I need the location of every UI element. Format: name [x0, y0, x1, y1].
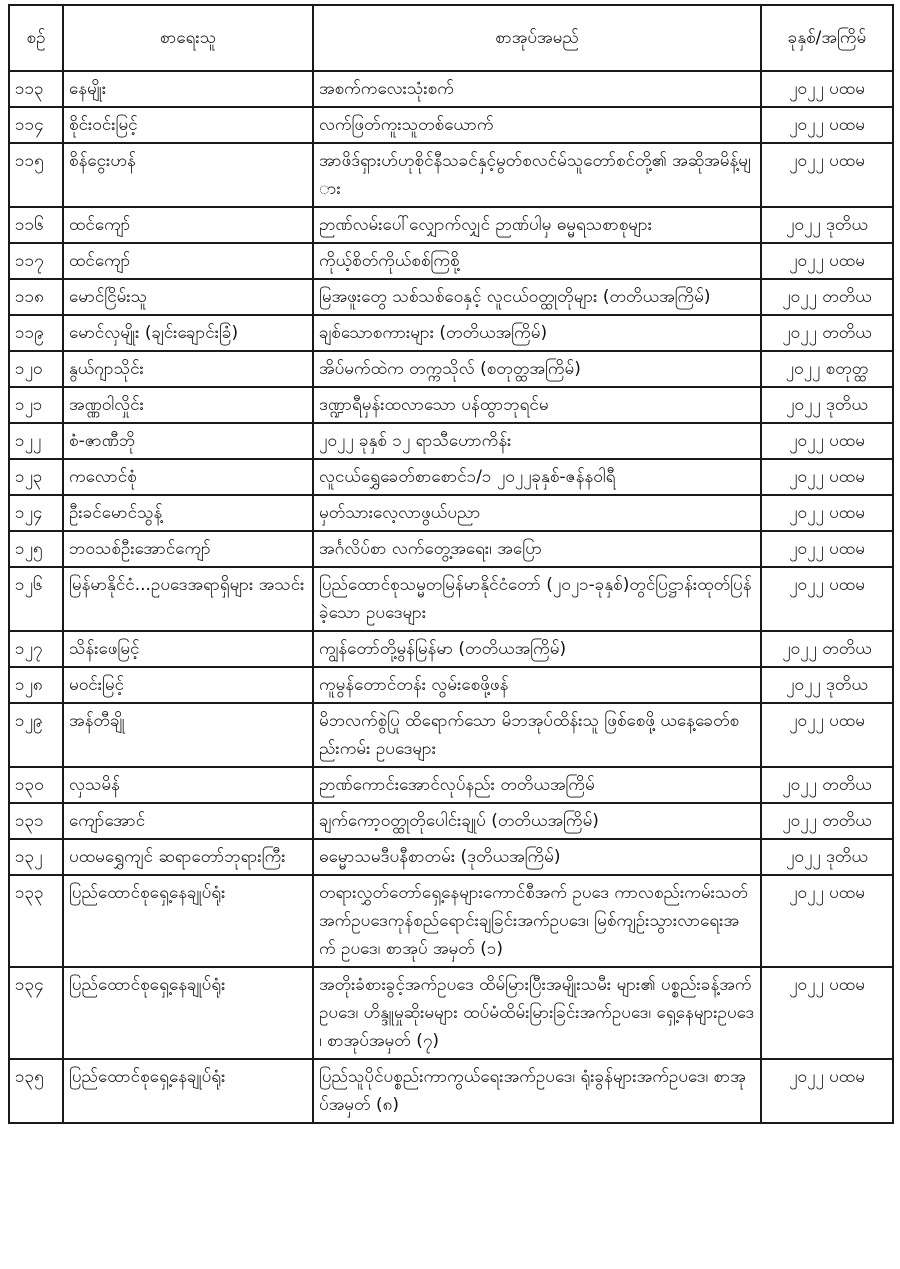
row-number-cell: ၁၁၈ — [9, 279, 63, 315]
row-number-cell: ၁၂၆ — [9, 567, 63, 631]
row-number-cell: ၁၂၂ — [9, 423, 63, 459]
author-cell: နွယ်ဂျာသိုင်း — [63, 351, 313, 387]
row-number-cell: ၁၂၃ — [9, 459, 63, 495]
author-cell: စံ-ဇာဏီဘို — [63, 423, 313, 459]
row-number-cell: ၁၂၇ — [9, 631, 63, 667]
author-cell: မောင်လှမျိုး (ချင်းချောင်းခြံ) — [63, 315, 313, 351]
table-row — [9, 71, 893, 107]
table-row — [9, 839, 893, 875]
edition-cell: ၂၀၂၂ ပထမ — [761, 1059, 893, 1123]
table-row — [9, 967, 893, 1059]
table-row — [9, 703, 893, 767]
table-row — [9, 667, 893, 703]
edition-cell: ၂၀၂၂ ပထမ — [761, 703, 893, 767]
table-row — [9, 207, 893, 243]
book-title-cell: ဒဏ္ဍာရီမှန်းထလာသော ပန်ထွာဘုရင်မ — [313, 387, 761, 423]
edition-cell: ၂၀၂၂ တတိယ — [761, 803, 893, 839]
book-title-cell: ကူမွန်တောင်တန်း လွမ်းစေဖို့ဖန် — [313, 667, 761, 703]
author-cell: ထင်ကျော် — [63, 243, 313, 279]
book-title-cell: ဉာဏ်လမ်းပေါ်လျှောက်လျှင် ဉာဏ်ပါမှ ဓမ္မရသစာစုများ — [313, 207, 761, 243]
author-cell: ပြည်ထောင်စုရှေ့နေချုပ်ရုံး — [63, 875, 313, 967]
header-edition: ခုနှစ်/အကြိမ် — [761, 5, 893, 71]
table-row — [9, 143, 893, 207]
table-row — [9, 531, 893, 567]
book-title-cell: လူငယ်ရွှေခေတ်စာစောင်၁/၁ ၂၀၂၂ခုနှစ်-ဇန်နဝါရီ — [313, 459, 761, 495]
author-cell: အန်တီချို — [63, 703, 313, 767]
author-cell: စိန်ငွေးဟန် — [63, 143, 313, 207]
book-title-cell: လက်ဖြတ်ကူးသူတစ်ယောက် — [313, 107, 761, 143]
row-number-cell: ၁၂၁ — [9, 387, 63, 423]
row-number-cell: ၁၃၃ — [9, 875, 63, 967]
row-number-cell: ၁၁၉ — [9, 315, 63, 351]
table-row — [9, 767, 893, 803]
book-title-cell: ပြည်သူပိုင်ပစ္စည်းကာကွယ်ရေးအက်ဥပဒေ၊ ရုံးခွန်များအက်ဥပဒေ၊ စာအုပ်အမှတ် (၈) — [313, 1059, 761, 1123]
edition-cell: ၂၀၂၂ ပထမ — [761, 423, 893, 459]
header-row — [9, 5, 893, 71]
book-title-cell: အိပ်မက်ထဲက တက္ကသိုလ် (စတုတ္ထအကြိမ်) — [313, 351, 761, 387]
header-author: စာရေးသူ — [63, 5, 313, 71]
book-title-cell: ကျွန်တော်တို့မွန်မြန်မာ (တတိယအကြိမ်) — [313, 631, 761, 667]
author-cell: ပြည်ထောင်စုရှေ့နေချုပ်ရုံး — [63, 1059, 313, 1123]
edition-cell: ၂၀၂၂ ပထမ — [761, 143, 893, 207]
edition-cell: ၂၀၂၂ တတိယ — [761, 315, 893, 351]
edition-cell: ၂၀၂၂ ဒုတိယ — [761, 839, 893, 875]
book-title-cell: ချစ်သောစကားများ (တတိယအကြိမ်) — [313, 315, 761, 351]
table-row — [9, 803, 893, 839]
author-cell: ကလောင်စုံ — [63, 459, 313, 495]
row-number-cell: ၁၃၅ — [9, 1059, 63, 1123]
author-cell: မဝင်းမြင့် — [63, 667, 313, 703]
edition-cell: ၂၀၂၂ ပထမ — [761, 459, 893, 495]
table-row — [9, 423, 893, 459]
edition-cell: ၂၀၂၂ ပထမ — [761, 107, 893, 143]
table-row — [9, 875, 893, 967]
table-row — [9, 1059, 893, 1123]
edition-cell: ၂၀၂၂ တတိယ — [761, 279, 893, 315]
row-number-cell: ၁၂၈ — [9, 667, 63, 703]
edition-cell: ၂၀၂၂ ပထမ — [761, 495, 893, 531]
book-title-cell: ကိုယ့်စိတ်ကိုယ်စစ်ကြစို့ — [313, 243, 761, 279]
book-title-cell: ချက်ကော့ဝတ္ထုတိုပေါင်းချုပ် (တတိယအကြိမ်) — [313, 803, 761, 839]
table-row — [9, 107, 893, 143]
row-number-cell: ၁၃၁ — [9, 803, 63, 839]
book-list-table — [8, 4, 894, 1124]
header-title: စာအုပ်အမည် — [313, 5, 761, 71]
edition-cell: ၂၀၂၂ ပထမ — [761, 243, 893, 279]
book-title-cell: တရားလွှတ်တော်ရှေ့နေများကောင်စီအက် ဥပဒေ ကာလစည်းကမ်းသတ်အက်ဥပဒေကုန်စည်ရောင်းချခြင်းအက်ဥပဒေ၊ မြစ်ကျဉ်းသွားလာရေးအက် ဥပဒေ၊ စာအုပ် အမှတ် (၁) — [313, 875, 761, 967]
table-row — [9, 387, 893, 423]
table-row — [9, 315, 893, 351]
row-number-cell: ၁၁၃ — [9, 71, 63, 107]
table-row — [9, 243, 893, 279]
table-header — [9, 5, 893, 71]
book-title-cell: အတိုးခံစားခွင့်အက်ဥပဒေ ထိမ်မြားပြီးအမျိုးသမီး များ၏ ပစ္စည်းခန့်အက်ဥပဒေ၊ ဟိန္ဒူမှုဆိုးမများ ထပ်မံထိမ်းမြားခြင်းအက်ဥပဒေ၊ ရှေ့နေများဥပဒေ၊ စာအုပ်အမှတ် (၇) — [313, 967, 761, 1059]
book-title-cell: မိဘလက်စွဲပြု ထိရောက်သော မိဘအုပ်ထိန်းသူ ဖြစ်စေဖို့ ယနေ့ခေတ်စည်းကမ်း ဥပဒေများ — [313, 703, 761, 767]
row-number-cell: ၁၂၄ — [9, 495, 63, 531]
edition-cell: ၂၀၂၂ ပထမ — [761, 567, 893, 631]
row-number-cell: ၁၃၀ — [9, 767, 63, 803]
table-row — [9, 567, 893, 631]
edition-cell: ၂၀၂၂ ဒုတိယ — [761, 387, 893, 423]
edition-cell: ၂၀၂၂ တတိယ — [761, 631, 893, 667]
edition-cell: ၂၀၂၂ ဒုတိယ — [761, 207, 893, 243]
row-number-cell: ၁၁၆ — [9, 207, 63, 243]
table-row — [9, 631, 893, 667]
author-cell: ကျော်အောင် — [63, 803, 313, 839]
author-cell: ပြည်ထောင်စုရှေ့နေချုပ်ရုံး — [63, 967, 313, 1059]
author-cell: အဏ္ဏဝါလှိုင်း — [63, 387, 313, 423]
edition-cell: ၂၀၂၂ တတိယ — [761, 767, 893, 803]
row-number-cell: ၁၂၉ — [9, 703, 63, 767]
edition-cell: ၂၀၂၂ ပထမ — [761, 531, 893, 567]
header-no: စဉ် — [9, 5, 63, 71]
author-cell: ပထမရွှေကျင် ဆရာတော်ဘုရားကြီး — [63, 839, 313, 875]
table-body — [9, 71, 893, 1123]
row-number-cell: ၁၁၅ — [9, 143, 63, 207]
book-title-cell: ၂၀၂၂ ခုနှစ် ၁၂ ရာသီဟောကိန်း — [313, 423, 761, 459]
row-number-cell: ၁၃၂ — [9, 839, 63, 875]
author-cell: စိုင်းဝင်းမြင့် — [63, 107, 313, 143]
row-number-cell: ၁၂၅ — [9, 531, 63, 567]
book-title-cell: မှတ်သားလေ့လာဖွယ်ပညာ — [313, 495, 761, 531]
book-title-cell: ဓမ္မောသမဒီပနီစာတမ်း (ဒုတိယအကြိမ်) — [313, 839, 761, 875]
edition-cell: ၂၀၂၂ ပထမ — [761, 875, 893, 967]
table-row — [9, 279, 893, 315]
table-row — [9, 459, 893, 495]
author-cell: မောင်ငြိမ်းသူ — [63, 279, 313, 315]
edition-cell: ၂၀၂၂ ပထမ — [761, 71, 893, 107]
book-title-cell: အာဖိဒ်ရှားဟ်ဟုစိုင်နီသခင်နှင့်မွတ်စလင်မ်သူတော်စင်တို့၏ အဆိုအမိန့်များ — [313, 143, 761, 207]
author-cell: နေမျိုး — [63, 71, 313, 107]
row-number-cell: ၁၁၄ — [9, 107, 63, 143]
author-cell: မြန်မာနိုင်ငံ...ဥပဒေအရာရှိများ အသင်း — [63, 567, 313, 631]
author-cell: ဦးခင်မောင်သွန့် — [63, 495, 313, 531]
author-cell: သိန်းဖေမြင့် — [63, 631, 313, 667]
book-title-cell: မြအဖူးတွေ သစ်သစ်ဝေနှင့် လူငယ်ဝတ္ထုတိုများ (တတိယအကြိမ်) — [313, 279, 761, 315]
book-title-cell: ဉာဏ်ကောင်းအောင်လုပ်နည်း တတိယအကြိမ် — [313, 767, 761, 803]
book-title-cell: အင်္ဂလိပ်စာ လက်တွေ့အရေး၊ အပြော — [313, 531, 761, 567]
book-title-cell: ပြည်ထောင်စုသမ္မတမြန်မာနိုင်ငံတော် (၂၀၂၁-ခုနှစ်)တွင်ပြဋ္ဌာန်းထုတ်ပြန်ခဲ့သော ဥပဒေများ — [313, 567, 761, 631]
row-number-cell: ၁၃၄ — [9, 967, 63, 1059]
edition-cell: ၂၀၂၂ စတုတ္ထ — [761, 351, 893, 387]
table-row — [9, 351, 893, 387]
edition-cell: ၂၀၂၂ ပထမ — [761, 967, 893, 1059]
row-number-cell: ၁၁၇ — [9, 243, 63, 279]
author-cell: ထင်ကျော် — [63, 207, 313, 243]
author-cell: ဘဝသစ်ဦးအောင်ကျော် — [63, 531, 313, 567]
book-title-cell: အစက်ကလေးသုံးစက် — [313, 71, 761, 107]
row-number-cell: ၁၂၀ — [9, 351, 63, 387]
author-cell: လှသမိန် — [63, 767, 313, 803]
edition-cell: ၂၀၂၂ ဒုတိယ — [761, 667, 893, 703]
table-row — [9, 495, 893, 531]
